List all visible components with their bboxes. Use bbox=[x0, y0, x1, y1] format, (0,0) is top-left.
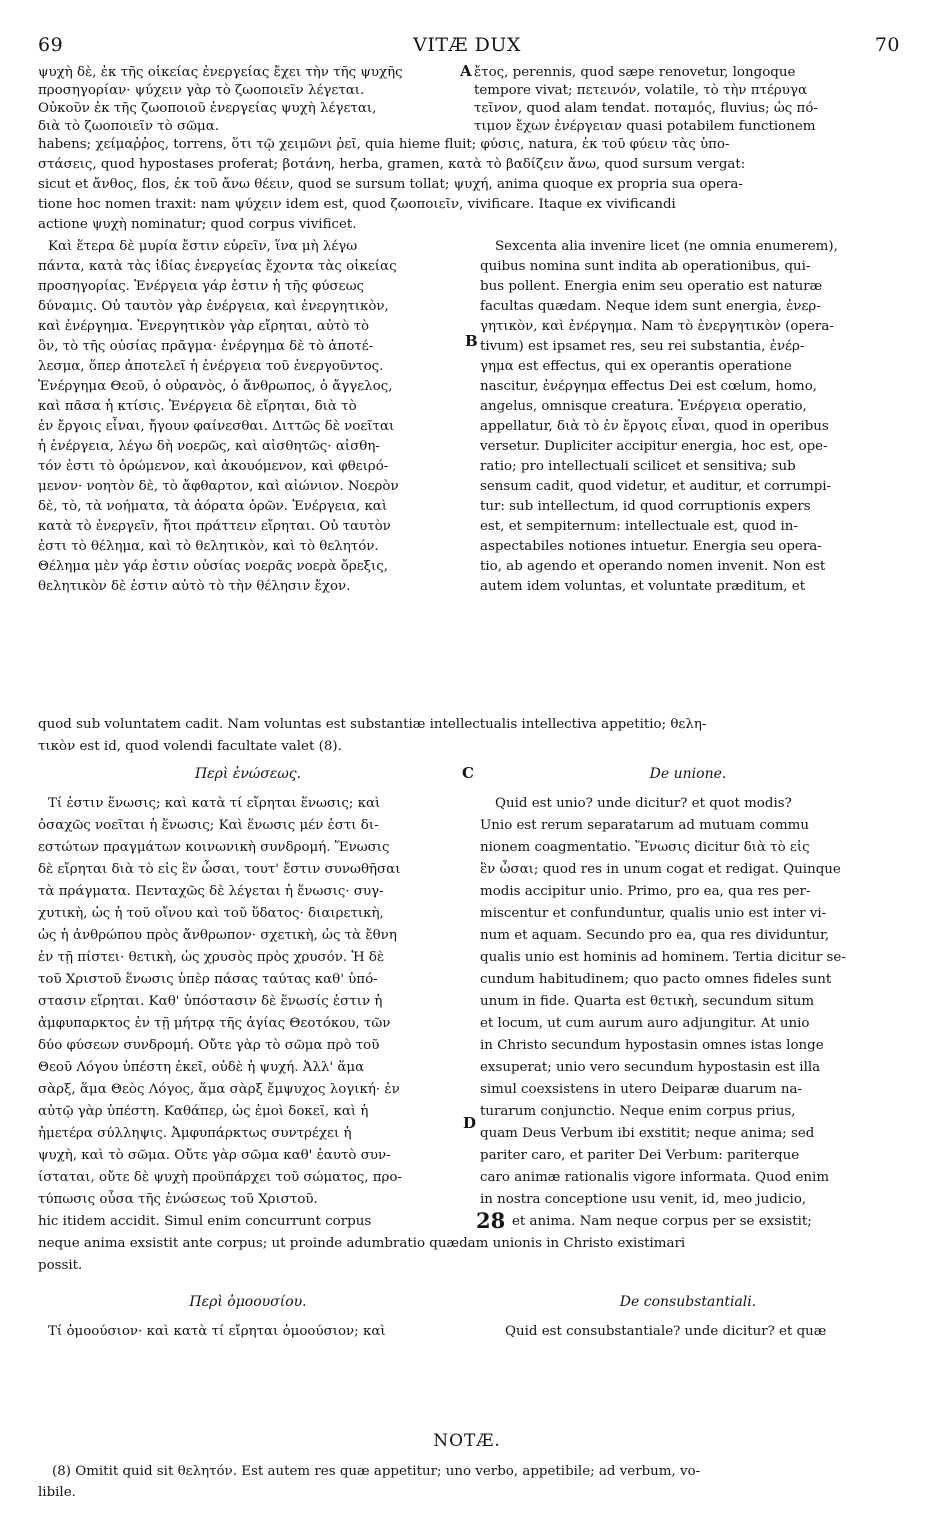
text-line: quam Deus Verbum ibi exstitit; neque anima; sed bbox=[480, 1126, 815, 1141]
text-line: turarum conjunctio. Neque enim corpus prius, bbox=[480, 1104, 796, 1119]
margin-marker-b: B bbox=[465, 332, 478, 350]
left-page-number: 69 bbox=[38, 34, 64, 56]
text-line: Quid est unio? unde dicitur? et quot modis? bbox=[495, 796, 792, 811]
text-line: σὰρξ, ἅμα Θεὸς Λόγος, ἅμα σὰρξ ἔμψυχος λογική· ἐν bbox=[38, 1082, 400, 1097]
text-line: δὲ εἴρηται διὰ τὸ εἰς ἓν ὦσαι, τουτ' ἔστιν συνωθῆσαι bbox=[38, 862, 401, 877]
text-line: ὡς ἡ ἀνθρώπου πρὸς ἄνθρωπον· σχετικὴ, ὡς τὰ ἔθνη bbox=[38, 928, 397, 943]
text-line: hic itidem accidit. Simul enim concurrunt corpus bbox=[38, 1214, 372, 1229]
text-line: caro animæ rationalis vigore informata. Quod enim bbox=[480, 1170, 830, 1185]
text-line: προσηγορίαν· ψύχειν γὰρ τὸ ζωοποιεῖν λέγεται. bbox=[38, 83, 365, 98]
text-line: quibus nomina sunt indita ab operationibus, qui- bbox=[480, 259, 811, 274]
text-line: Ἐνέργημα Θεοῦ, ὁ οὐρανὸς, ὁ ἄνθρωπος, ὁ ἄγγελος, bbox=[38, 379, 393, 394]
text-line: Οὐκοῦν ἐκ τῆς ζωοποιοῦ ἐνεργείας ψυχὴ λέγεται, bbox=[38, 101, 377, 116]
text-line: δύο φύσεων συνδρομή. Οὔτε γὰρ τὸ σῶμα πρὸ τοῦ bbox=[38, 1038, 380, 1053]
text-line: πάντα, κατὰ τὰς ἰδίας ἐνεργείας ἔχοντα τὰς οἰκείας bbox=[38, 259, 397, 274]
text-line: miscentur et confunduntur, qualis unio est inter vi- bbox=[480, 906, 827, 921]
text-line: Τί ἐστιν ἕνωσις; καὶ κατὰ τί εἴρηται ἕνωσις; καὶ bbox=[48, 796, 381, 811]
text-line: ἐν ἔργοις εἶναι, ἤγουν φαίνεσθαι. Διττῶς δὲ νοεῖται bbox=[38, 419, 395, 434]
text-line: ἔτος, perennis, quod sæpe renovetur, longoque bbox=[474, 65, 796, 80]
text-line: actione ψυχὴ nominatur; quod corpus vivificet. bbox=[38, 217, 357, 232]
text-line: nascitur, ἐνέργημα effectus Dei est cœlum, homo, bbox=[480, 379, 818, 394]
text-line: tur: sub intellectum, id quod corruptionis expers bbox=[480, 499, 811, 514]
text-line: et locum, ut cum aurum auro adjungitur. At unio bbox=[480, 1016, 810, 1031]
text-line: τεῖνον, quod alam tendat. ποταμός, fluvius; ὡς πό- bbox=[474, 101, 818, 116]
text-line: γητικὸν, καὶ ἐνέργημα. Nam τὸ ἐνεργητικὸν (opera- bbox=[480, 319, 834, 334]
text-line: tio, ab agendo et operando nomen invenit. Non est bbox=[480, 559, 826, 574]
text-line: qualis unio est hominis ad hominem. Tertia dicitur se- bbox=[480, 950, 846, 965]
text-line: habens; χείμαῤῥος, torrens, ὅτι τῷ χειμῶνι ῥεῖ, quia hieme fluit; φύσις, natura, ἐκ τοῦ φύειν τὰς ὑπο- bbox=[38, 137, 730, 152]
text-line: ἓν ὦσαι; quod res in unum cogat et redigat. Quinque bbox=[480, 862, 841, 877]
text-line: ὂν, τὸ τῆς οὐσίας πρᾶγμα· ἐνέργημα δὲ τὸ ἀποτέ- bbox=[38, 339, 374, 354]
sheet-signature: 28 bbox=[476, 1208, 506, 1233]
text-line: ἡμετέρα σύλληψις. Ἀμφυπάρκτως συντρέχει ἡ bbox=[38, 1126, 352, 1141]
text-line: τύπωσις οὖσα τῆς ἑνώσεως τοῦ Χριστοῦ. bbox=[38, 1192, 318, 1207]
text-line: καὶ πᾶσα ἡ κτίσις. Ἐνέργεια δὲ εἴρηται, διὰ τὸ bbox=[38, 399, 357, 414]
text-line: tivum) est ipsamet res, seu rei substantia, ἐνέρ- bbox=[480, 339, 805, 354]
footnote-line: (8) Omitit quid sit θελητόν. Est autem res quæ appetitur; uno verbo, appetibile; ad verbum, vo- bbox=[52, 1464, 701, 1479]
text-line: εστώτων πραγμάτων κοινωνικὴ συνδρομή. Ἕνωσις bbox=[38, 840, 390, 855]
text-line: ἐστι τὸ θέλημα, καὶ τὸ θελητικὸν, καὶ τὸ θελητόν. bbox=[38, 539, 379, 554]
text-line: Unio est rerum separatarum ad mutuam commu bbox=[480, 818, 809, 833]
section-heading-latin-consubstantial: De consubstantiali. bbox=[619, 1294, 757, 1310]
text-line: quod sub voluntatem cadit. Nam voluntas est substantiæ intellectualis intellectiva appetitio; θελη- bbox=[38, 717, 707, 732]
text-line: ψυχὴ, καὶ τὸ σῶμα. Οὔτε γὰρ σῶμα καθ' ἑαυτὸ συν- bbox=[38, 1148, 391, 1163]
margin-marker-d: D bbox=[463, 1114, 477, 1132]
text-line: Sexcenta alia invenire licet (ne omnia enumerem), bbox=[495, 239, 838, 254]
text-line: γημα est effectus, qui ex operantis operatione bbox=[480, 359, 792, 374]
text-line: προσηγορίας. Ἐνέργεια γάρ ἐστιν ἡ τῆς φύσεως bbox=[38, 279, 365, 294]
text-line: Τί ὁμοούσιον· καὶ κατὰ τί εἴρηται ὁμοούσιον; καὶ bbox=[48, 1324, 386, 1339]
text-line: Καὶ ἕτερα δὲ μυρία ἔστιν εὑρεῖν, ἵνα μὴ λέγω bbox=[48, 239, 358, 254]
margin-marker-c: C bbox=[462, 764, 474, 782]
text-line: χυτικὴ, ὡς ἡ τοῦ οἴνου καὶ τοῦ ὕδατος· διαιρετικὴ, bbox=[38, 906, 384, 921]
section-heading-greek-union: Περὶ ἑνώσεως. bbox=[194, 766, 302, 782]
text-line: tione hoc nomen traxit: nam ψύχειν idem est, quod ζωοποιεῖν, vivificare. Itaque ex vivificandi bbox=[38, 197, 676, 212]
section-heading-greek-consubstantial: Περὶ ὁμοουσίου. bbox=[189, 1294, 307, 1310]
text-line: δὲ, τὸ, τὰ νοήματα, τὰ ἀόρατα ὁρῶν. Ἐνέργεια, καὶ bbox=[38, 499, 388, 514]
text-line: δύναμις. Οὐ ταυτὸν γὰρ ἐνέργεια, καὶ ἐνεργητικὸν, bbox=[38, 299, 389, 314]
text-line: sicut et ἄνθος, flos, ἐκ τοῦ ἄνω θέειν, quod se sursum tollat; ψυχή, anima quoque ex propria sua opera- bbox=[38, 177, 743, 192]
running-title: VITÆ DUX bbox=[413, 34, 521, 56]
text-line: facultas quædam. Neque idem sunt energia, ἐνερ- bbox=[480, 299, 821, 314]
text-line: καὶ ἐνέργημα. Ἐνεργητικὸν γὰρ εἴρηται, αὐτὸ τὸ bbox=[38, 319, 370, 334]
text-line: nionem coagmentatio. Ἕνωσις dicitur διὰ τὸ εἰς bbox=[480, 840, 810, 855]
text-line: in nostra conceptione usu venit, id, meo judicio, bbox=[480, 1192, 807, 1207]
notes-title: NOTÆ. bbox=[433, 1431, 501, 1451]
right-page-number: 70 bbox=[874, 34, 900, 56]
text-line: στάσεις, quod hypostases proferat; βοτάνη, herba, gramen, κατὰ τὸ βαδίζειν ἄνω, quod sursum vergat: bbox=[38, 157, 746, 172]
text-line: τιμον ἔχων ἐνέργειαν quasi potabilem functionem bbox=[474, 119, 816, 134]
text-line: autem idem voluntas, et voluntate præditum, et bbox=[480, 579, 806, 594]
text-line: στασιν εἴρηται. Καθ' ὑπόστασιν δὲ ἕνωσίς ἐστιν ἡ bbox=[38, 994, 383, 1009]
text-line: appellatur, διὰ τὸ ἐν ἔργοις εἶναι, quod in operibus bbox=[480, 419, 829, 434]
text-line: et anima. Nam neque corpus per se exsistit; bbox=[512, 1214, 812, 1229]
text-line: κατὰ τὸ ἐνεργεῖν, ἤτοι πράττειν εἴρηται. Οὐ ταυτὸν bbox=[38, 519, 391, 534]
text-line: τὰ πράγματα. Πενταχῶς δὲ λέγεται ἡ ἕνωσις· συγ- bbox=[38, 884, 384, 899]
text-line: tempore vivat; πετεινόν, volatile, τὸ τὴν πτέρυγα bbox=[474, 83, 807, 98]
text-line: τικὸν est id, quod volendi facultate valet (8). bbox=[38, 739, 342, 754]
text-line: exsuperat; unio vero secundum hypostasin est illa bbox=[480, 1060, 821, 1075]
text-line: unum in fide. Quarta est θετικὴ, secundum situm bbox=[480, 994, 815, 1009]
text-line: versetur. Dupliciter accipitur energia, hoc est, ope- bbox=[480, 439, 828, 454]
text-line: aspectabiles notiones intuetur. Energia seu opera- bbox=[480, 539, 822, 554]
text-line: cundum habitudinem; quo pacto omnes fideles sunt bbox=[480, 972, 832, 987]
text-line: ὁσαχῶς νοεῖται ἡ ἕνωσις; Καὶ ἕνωσις μέν ἐστι δι- bbox=[38, 818, 379, 833]
text-line: ἀμφυπαρκτος ἐν τῇ μήτρᾳ τῆς ἁγίας Θεοτόκου, τῶν bbox=[38, 1016, 391, 1031]
text-line: num et aquam. Secundo pro ea, qua res dividuntur, bbox=[480, 928, 830, 943]
text-line: neque anima exsistit ante corpus; ut proinde adumbratio quædam unionis in Christo existimari bbox=[38, 1236, 686, 1251]
text-line: possit. bbox=[38, 1258, 83, 1273]
text-line: τόν ἐστι τὸ ὁρώμενον, καὶ ἀκουόμενον, καὶ φθειρό- bbox=[38, 459, 389, 474]
margin-marker-a: A bbox=[460, 62, 472, 80]
text-line: angelus, omnisque creatura. Ἐνέργεια operatio, bbox=[480, 399, 807, 414]
text-line: ἡ ἐνέργεια, λέγω δὴ νοερῶς, καὶ αἰσθητῶς· αἰσθη- bbox=[38, 439, 380, 454]
text-line: ἐν τῇ πίστει· θετικὴ, ὡς χρυσὸς πρὸς χρυσόν. Ἡ δὲ bbox=[38, 950, 385, 965]
text-line: ratio; pro intellectuali scilicet et sensitiva; sub bbox=[480, 459, 796, 474]
text-line: μενον· νοητὸν δὲ, τὸ ἄφθαρτον, καὶ αἰώνιον. Νοερὸν bbox=[38, 479, 399, 494]
text-line: τοῦ Χριστοῦ ἕνωσις ὑπὲρ πάσας ταύτας καθ' ὑπό- bbox=[38, 972, 378, 987]
text-line: Θέλημα μὲν γάρ ἐστιν οὐσίας νοερᾶς νοερὰ ὄρεξις, bbox=[38, 559, 389, 574]
text-line: sensum cadit, quod videtur, et auditur, et corrumpi- bbox=[480, 479, 832, 494]
text-line: ίσταται, οὔτε δὲ ψυχὴ προϋπάρχει τοῦ σώματος, προ- bbox=[38, 1170, 402, 1185]
text-line: pariter caro, et pariter Dei Verbum: pariterque bbox=[480, 1148, 800, 1163]
text-line: διὰ τὸ ζωοποιεῖν τὸ σῶμα. bbox=[38, 119, 220, 134]
text-line: ψυχὴ δὲ, ἐκ τῆς οἰκείας ἐνεργείας ἔχει τὴν τῆς ψυχῆς bbox=[38, 65, 403, 80]
text-line: bus pollent. Energia enim seu operatio est naturæ bbox=[480, 279, 823, 294]
section-heading-latin-union: De unione. bbox=[649, 766, 727, 782]
text-line: αὐτῷ γὰρ ὑπέστη. Καθάπερ, ὡς ἐμοὶ δοκεῖ, καὶ ἡ bbox=[38, 1104, 369, 1119]
text-line: in Christo secundum hypostasin omnes istas longe bbox=[480, 1038, 824, 1053]
text-line: modis accipitur unio. Primo, pro ea, qua res per- bbox=[480, 884, 811, 899]
text-line: est, et sempiternum: intellectuale est, quod in- bbox=[480, 519, 798, 534]
text-line: Θεοῦ Λόγου ὑπέστη ἐκεῖ, οὐδὲ ἡ ψυχή. Ἀλλ' ἅμα bbox=[38, 1060, 365, 1075]
text-line: Quid est consubstantiale? unde dicitur? et quæ bbox=[505, 1324, 827, 1339]
footnote-line: libile. bbox=[38, 1485, 76, 1500]
text-line: simul coexsistens in utero Deiparæ duarum na- bbox=[480, 1082, 802, 1097]
text-line: θελητικὸν δὲ ἐστιν αὐτὸ τὸ τὴν θέλησιν ἔχον. bbox=[38, 579, 351, 594]
text-line: λεσμα, ὅπερ ἀποτελεῖ ἡ ἐνέργεια τοῦ ἐνεργοῦντος. bbox=[38, 359, 384, 374]
